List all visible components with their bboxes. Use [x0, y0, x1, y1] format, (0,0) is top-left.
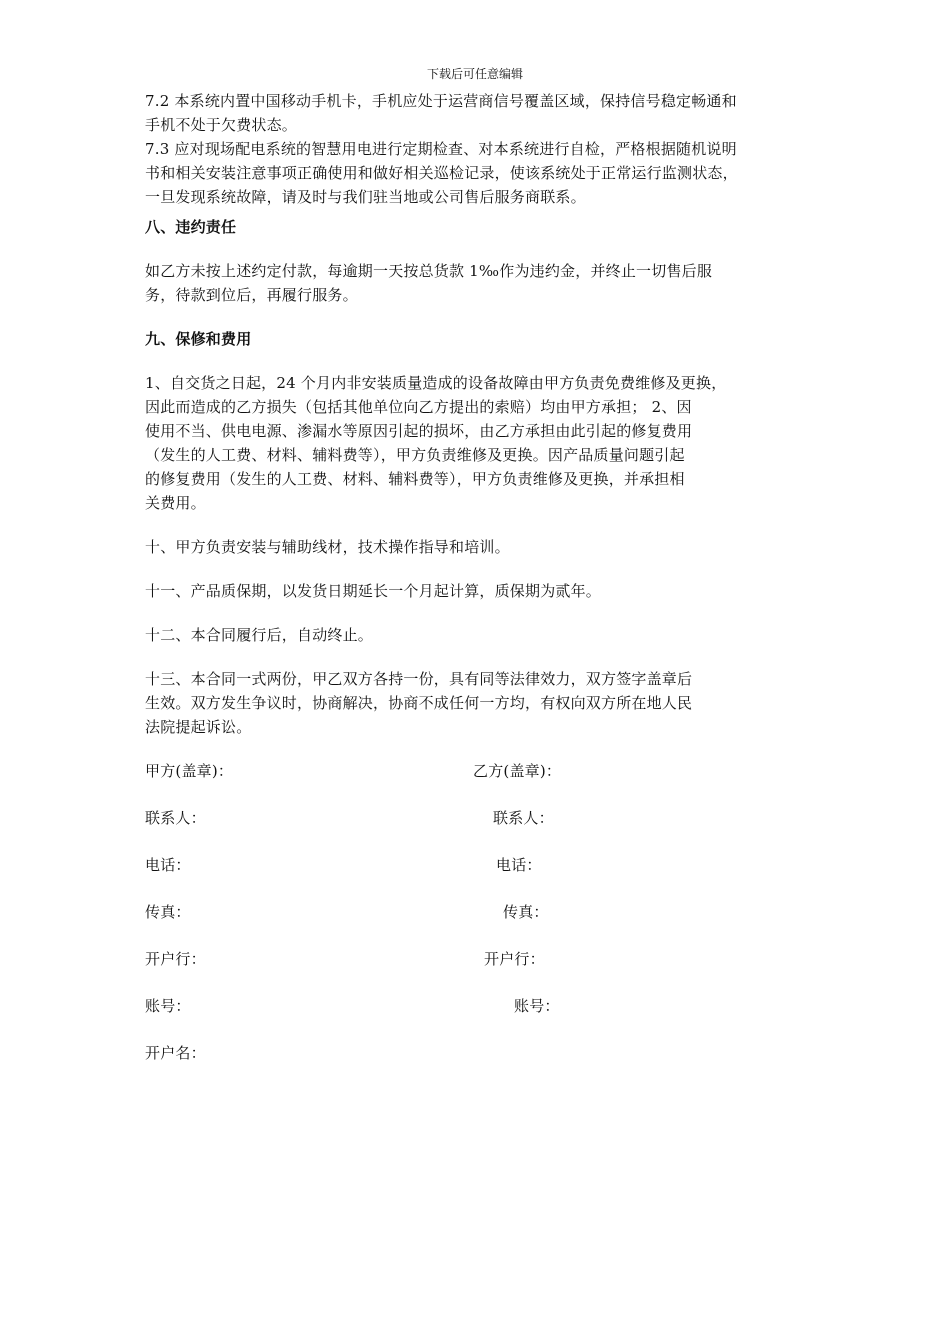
section-8-line: 如乙方未按上述约定付款，每逾期一天按总货款 1‰作为违约金，并终止一切售后服	[145, 262, 713, 280]
party-b-seal-label: 乙方(盖章)：	[473, 762, 562, 780]
clause-11: 十一、产品质保期，以发货日期延长一个月起计算，质保期为贰年。	[145, 582, 602, 600]
section-9-line: 关费用。	[145, 494, 206, 512]
signature-row-account	[145, 994, 815, 1018]
clause-7-3-line: 书和相关安装注意事项正确使用和做好相关巡检记录，使该系统处于正常运行监测状态，	[145, 164, 738, 182]
section-9-line: （发生的人工费、材料、辅料费等），甲方负责维修及更换。因产品质量问题引起	[145, 446, 685, 464]
signature-row-contact	[145, 806, 815, 830]
signature-row-fax	[145, 900, 815, 924]
clause-13-line: 法院提起诉讼。	[145, 718, 252, 736]
section-9-line: 的修复费用（发生的人工费、材料、辅料费等），甲方负责维修及更换，并承担相	[145, 470, 685, 488]
clause-7-2-line: 手机不处于欠费状态。	[145, 116, 298, 134]
party-a-fax-label: 传真：	[145, 903, 191, 921]
party-b-bank-label: 开户行：	[484, 950, 545, 968]
party-b-phone-label: 电话：	[496, 856, 542, 874]
clause-13-line: 十三、本合同一式两份，甲乙双方各持一份，具有同等法律效力，双方签字盖章后	[145, 670, 693, 688]
signature-row-phone	[145, 853, 815, 877]
clause-13-line: 生效。双方发生争议时，协商解决，协商不成任何一方均，有权向双方所在地人民	[145, 694, 693, 712]
clause-12: 十二、本合同履行后，自动终止。	[145, 626, 374, 644]
section-9-line: 使用不当、供电电源、渗漏水等原因引起的损坏，由乙方承担由此引起的修复费用	[145, 422, 693, 440]
signature-row-account-name	[145, 1041, 815, 1065]
signature-row-bank	[145, 947, 815, 971]
section-9-line: 1、自交货之日起，24 个月内非安装质量造成的设备故障由甲方负责免费维修及更换，	[145, 374, 727, 392]
clause-7-3-line: 一旦发现系统故障，请及时与我们驻当地或公司售后服务商联系。	[145, 188, 586, 206]
section-9-line: 因此而造成的乙方损失（包括其他单位向乙方提出的索赔）均由甲方承担； 2、因	[145, 398, 692, 416]
party-b-fax-label: 传真：	[503, 903, 549, 921]
clause-7-3-line: 7.3 应对现场配电系统的智慧用电进行定期检查、对本系统进行自检，严格根据随机说明	[145, 140, 737, 158]
contract-body	[145, 89, 815, 1088]
party-a-contact-label: 联系人：	[145, 809, 206, 827]
party-a-account-name-label: 开户名：	[145, 1044, 206, 1062]
section-9-heading: 九、保修和费用	[145, 330, 252, 348]
party-b-contact-label: 联系人：	[493, 809, 554, 827]
party-b-account-label: 账号：	[514, 997, 560, 1015]
party-a-bank-label: 开户行：	[145, 950, 206, 968]
clause-10: 十、甲方负责安装与辅助线材，技术操作指导和培训。	[145, 538, 510, 556]
section-8-line: 务，待款到位后，再履行服务。	[145, 286, 358, 304]
clause-7-2-line: 7.2 本系统内置中国移动手机卡，手机应处于运营商信号覆盖区域，保持信号稳定畅通和	[145, 92, 737, 110]
header-note: 下载后可任意编辑	[426, 67, 523, 81]
section-8-heading: 八、违约责任	[145, 218, 237, 236]
party-a-account-label: 账号：	[145, 997, 191, 1015]
signature-row-seal	[145, 759, 815, 783]
party-a-phone-label: 电话：	[145, 856, 191, 874]
party-a-seal-label: 甲方(盖章)：	[145, 762, 234, 780]
